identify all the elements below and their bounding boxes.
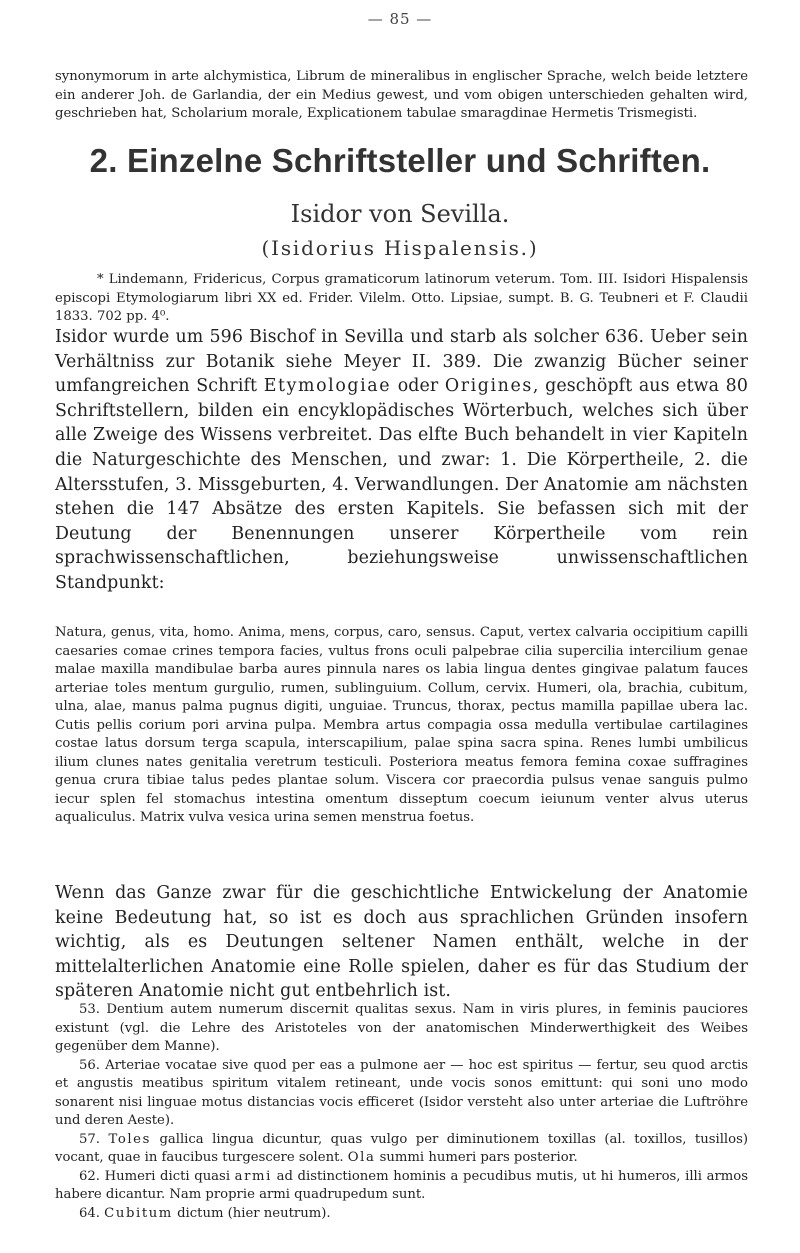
bibliography-entry [55, 271, 748, 327]
note-62-text: ad distinctionem hominis a pecudibus mutis, ut hi humeros, illi armos habere dicantur. Nam proprie armi quadrupedum sunt. [55, 1168, 748, 1202]
notes-section [55, 1001, 748, 1223]
note-64 [55, 1205, 748, 1224]
main-paragraph-before: Isidor wurde um 596 Bischof in Sevilla und starb als solcher 636. Ueber sein Verhältniss zur Botanik siehe Meyer II. 389. Die zwanzig Bücher seiner umfangreichen Schrift [55, 327, 748, 397]
note-57 [55, 1131, 748, 1168]
author-heading: Isidor von Sevilla. [290, 200, 510, 228]
intro-text: synonymorum in arte alchymistica, Librum de mineralibus in englischer Sprache, welch beide letztere ein anderer Joh. de Garlandia, der ein Medius gewest, und vom obigen unterschieden gehalten wird, geschrieben hat, Scholarium morale, Explicationem tabulae smaragdinae Hermetis Trismegisti. [55, 69, 748, 121]
note-57-text2: summi humeri pars posterior. [375, 1150, 578, 1165]
note-62-prefix: 62. Humeri dicti quasi [79, 1168, 235, 1184]
note-64-term-cubitum: Cubitum [104, 1205, 173, 1221]
latin-terms-list [55, 624, 748, 828]
note-57-prefix: 57. [79, 1131, 109, 1147]
note-56: 56. Arteriae vocatae sive quod per eas a pulmone aer — hoc est spiritus — fertur, seu quod arctis et angustis meatibus spiritum vitalem retineant, unde vocis sonos emittunt: qui soni uno modo sonarent nisi linguae motus distancias vocis efficeret (Isidor versteht also unter arteriae die Luftröhre und deren Aeste). [55, 1057, 748, 1128]
note-64-text: dictum (hier neutrum). [172, 1205, 331, 1221]
note-53: 53. Dentium autem numerum discernit qualitas sexus. Nam in viris plures, in feminis pauciores existunt (vgl. die Lehre des Aristoteles von der anatomischen Minderwerthigkeit des Weibes gegenüber dem Manne). [55, 1002, 748, 1054]
author-latin-name: (Isidorius Hispalensis.) [261, 236, 539, 260]
note-57-term-toles: Toles [108, 1131, 151, 1147]
section-title: 2. Einzelne Schriftsteller und Schriften. [89, 142, 711, 179]
note-62-term-armi: armi [234, 1168, 272, 1184]
main-paragraph-after: , geschöpft aus etwa 80 Schriftstellern, bilden ein encyklopädisches Wörterbuch, welches sich über alle Zweige des Wissens verbreitet. Das elfte Buch behandelt in vier Kapiteln die Naturgeschichte des Menschen, und zwar: 1. Die Körpertheile, 2. die Altersstufen, 3. Missgeburten, 4. Verwandlungen. Der Anatomie am nächsten stehen die 147 Absätze des ersten Kapitels. Sie befassen sich mit der Deutung der Benennungen unserer Körpertheile vom rein sprachwissenschaftlichen, beziehungsweise unwissenschaftlichen Standpunkt: [55, 376, 748, 593]
second-paragraph [55, 881, 748, 1004]
second-paragraph-text: Wenn das Ganze zwar für die geschichtliche Entwickelung der Anatomie keine Bedeutung hat, so ist es doch aus sprachlichen Gründen insofern wichtig, als es Deutungen seltener Namen enthält, welche in der mittelalterlichen Anatomie eine Rolle spielen, daher es für das Studium der späteren Anatomie nicht gut entbehrlich ist. [55, 883, 748, 1002]
bibliography-text: * Lindemann, Fridericus, Corpus gramaticorum latinorum veterum. Tom. III. Isidori Hispalensis episcopi Etymologiarum libri XX ed. Frider. Vilelm. Otto. Lipsiae, sumpt. B. G. Teubneri et F. Claudii 1833. 702 pp. 4⁰. [55, 272, 748, 324]
main-paragraph-text [55, 325, 748, 596]
title-etymologiae: Etymologiae [263, 376, 392, 397]
note-62 [55, 1168, 748, 1205]
intro-paragraph [55, 68, 748, 124]
latin-terms-text: Natura, genus, vita, homo. Anima, mens, corpus, caro, sensus. Caput, vertex calvaria occipitium capilli caesaries comae crines tempora facies, vultus frons oculi palpebrae cilia supercilia intercilium genae malae maxilla mandibulae barba aures pinnula nares os labia lingua dentes gingivae palatum fauces arteriae toles mentum gurgulio, rumen, sublinguium. Collum, cervix. Humeri, ola, brachia, cubitum, ulna, alae, manus palma pugnus digiti, unguiae. Truncus, thorax, pectus mamilla papillae ubera lac. Cutis pellis corium pori arvina pulpa. Membra artus compagia ossa medulla vertibulae cartilagines costae latus dorsum terga scapula, interscapilium, palae spina sacra spina. Renes lumbi umbilicus ilium clunes nates genitalia veretrum testiculi. Posteriora meatus femora femina coxae suffragines genua crura tibiae talus pedes plantae solum. Viscera cor praecordia pulsus venae sanguis pulmo iecur splen fel stomachus intestina omentum disseptum coecum ieiunum venter alvus uterus aqualiculus. Matrix vulva vesica urina semen menstrua foetus. [55, 625, 748, 825]
note-57-term-ola: Ola [347, 1150, 376, 1165]
main-paragraph-middle: oder [391, 376, 445, 397]
title-origines: Origines [444, 376, 533, 397]
note-57-text: gallica lingua dicuntur, quas vulgo per diminutionem toxillas (al. toxillos, tusillos) vocant, quae in faucibus turgescere solent. [55, 1131, 748, 1165]
main-paragraph [55, 325, 748, 596]
page-number: — 85 — [367, 10, 433, 28]
note-64-prefix: 64. [79, 1205, 105, 1221]
